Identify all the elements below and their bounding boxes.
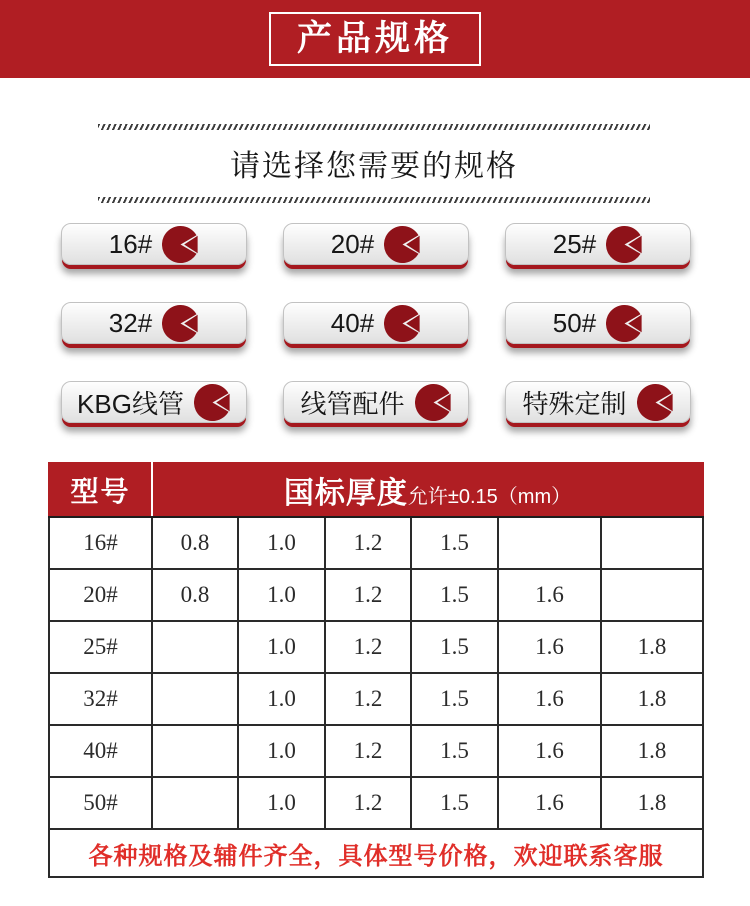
- spec-button-label: KBG线管: [77, 388, 184, 419]
- spec-button-16[interactable]: [61, 223, 247, 265]
- table-cell: [601, 569, 703, 621]
- table-header-row: [49, 463, 703, 517]
- table-cell: 1.2: [325, 777, 411, 829]
- table-cell: 1.5: [411, 517, 498, 569]
- spec-button-label: 20#: [330, 228, 375, 259]
- table-cell: 1.2: [325, 569, 411, 621]
- model-column-header: 型号: [49, 463, 152, 517]
- pie-arrow-icon: [194, 384, 231, 421]
- table-cell: 1.0: [238, 777, 325, 829]
- table-cell: 1.0: [238, 725, 325, 777]
- table-row: [49, 777, 703, 829]
- pie-arrow-icon: [606, 226, 643, 263]
- table-row: [49, 725, 703, 777]
- table-row: [49, 621, 703, 673]
- model-cell: 25#: [49, 621, 152, 673]
- model-cell: 16#: [49, 517, 152, 569]
- table-cell: 1.0: [238, 621, 325, 673]
- table-cell: 1.8: [601, 673, 703, 725]
- spec-button-25[interactable]: [505, 223, 691, 265]
- spec-button-conduit-fittings[interactable]: [283, 381, 469, 423]
- page-title: 产品规格: [269, 12, 481, 67]
- table-cell: 1.6: [498, 621, 601, 673]
- spec-button-label: 25#: [552, 228, 597, 259]
- table-cell: [152, 725, 238, 777]
- table-cell: 1.5: [411, 725, 498, 777]
- spec-button-20[interactable]: [283, 223, 469, 265]
- table-cell: 1.6: [498, 673, 601, 725]
- table-cell: 0.8: [152, 517, 238, 569]
- spec-table: [48, 462, 704, 878]
- thickness-column-header: [152, 463, 703, 517]
- table-cell: 1.2: [325, 725, 411, 777]
- table-cell: 1.0: [238, 673, 325, 725]
- table-cell: 1.2: [325, 621, 411, 673]
- model-cell: 20#: [49, 569, 152, 621]
- thickness-header-main: 国标厚度: [283, 477, 408, 510]
- table-cell: 1.0: [238, 569, 325, 621]
- table-row: [49, 569, 703, 621]
- pie-arrow-icon: [606, 305, 643, 342]
- pie-arrow-icon: [637, 384, 674, 421]
- table-cell: 1.2: [325, 517, 411, 569]
- spec-button-label: 40#: [330, 307, 375, 338]
- table-cell: [498, 517, 601, 569]
- table-cell: [152, 777, 238, 829]
- table-row: [49, 673, 703, 725]
- header-banner: [0, 0, 750, 78]
- table-cell: 1.2: [325, 673, 411, 725]
- spec-button-label: 16#: [108, 228, 153, 259]
- table-cell: 1.6: [498, 569, 601, 621]
- model-cell: 32#: [49, 673, 152, 725]
- spec-button-custom[interactable]: [505, 381, 691, 423]
- spec-button-label: 特殊定制: [522, 388, 627, 419]
- spec-button-kbg-conduit[interactable]: [61, 381, 247, 423]
- pie-arrow-icon: [162, 305, 199, 342]
- table-cell: [152, 673, 238, 725]
- table-cell: 1.5: [411, 777, 498, 829]
- pie-arrow-icon: [415, 384, 452, 421]
- pie-arrow-icon: [384, 226, 421, 263]
- table-cell: [152, 621, 238, 673]
- table-cell: 1.8: [601, 725, 703, 777]
- section-title: 请选择您需要的规格: [230, 150, 518, 183]
- spec-buttons-grid: [61, 223, 691, 423]
- table-cell: 1.8: [601, 777, 703, 829]
- spec-button-32[interactable]: [61, 302, 247, 344]
- table-cell: 1.8: [601, 621, 703, 673]
- section-title-block: [98, 124, 650, 203]
- spec-button-50[interactable]: [505, 302, 691, 344]
- model-cell: 50#: [49, 777, 152, 829]
- table-cell: 1.5: [411, 673, 498, 725]
- table-cell: 1.6: [498, 777, 601, 829]
- thickness-header-tolerance: 允许±0.15（mm）: [407, 486, 572, 508]
- spec-button-label: 32#: [108, 307, 153, 338]
- hatch-divider-bottom: [98, 197, 650, 203]
- table-row: [49, 517, 703, 569]
- table-cell: 0.8: [152, 569, 238, 621]
- pie-arrow-icon: [162, 226, 199, 263]
- table-cell: 1.0: [238, 517, 325, 569]
- table-cell: 1.5: [411, 621, 498, 673]
- table-cell: 1.5: [411, 569, 498, 621]
- spec-button-40[interactable]: [283, 302, 469, 344]
- table-cell: 1.6: [498, 725, 601, 777]
- table-footer-row: [49, 829, 703, 877]
- spec-button-label: 线管配件: [300, 388, 405, 419]
- spec-button-label: 50#: [552, 307, 597, 338]
- pie-arrow-icon: [384, 305, 421, 342]
- model-cell: 40#: [49, 725, 152, 777]
- table-cell: [601, 517, 703, 569]
- contact-note: 各种规格及辅件齐全，具体型号价格，欢迎联系客服: [49, 829, 703, 877]
